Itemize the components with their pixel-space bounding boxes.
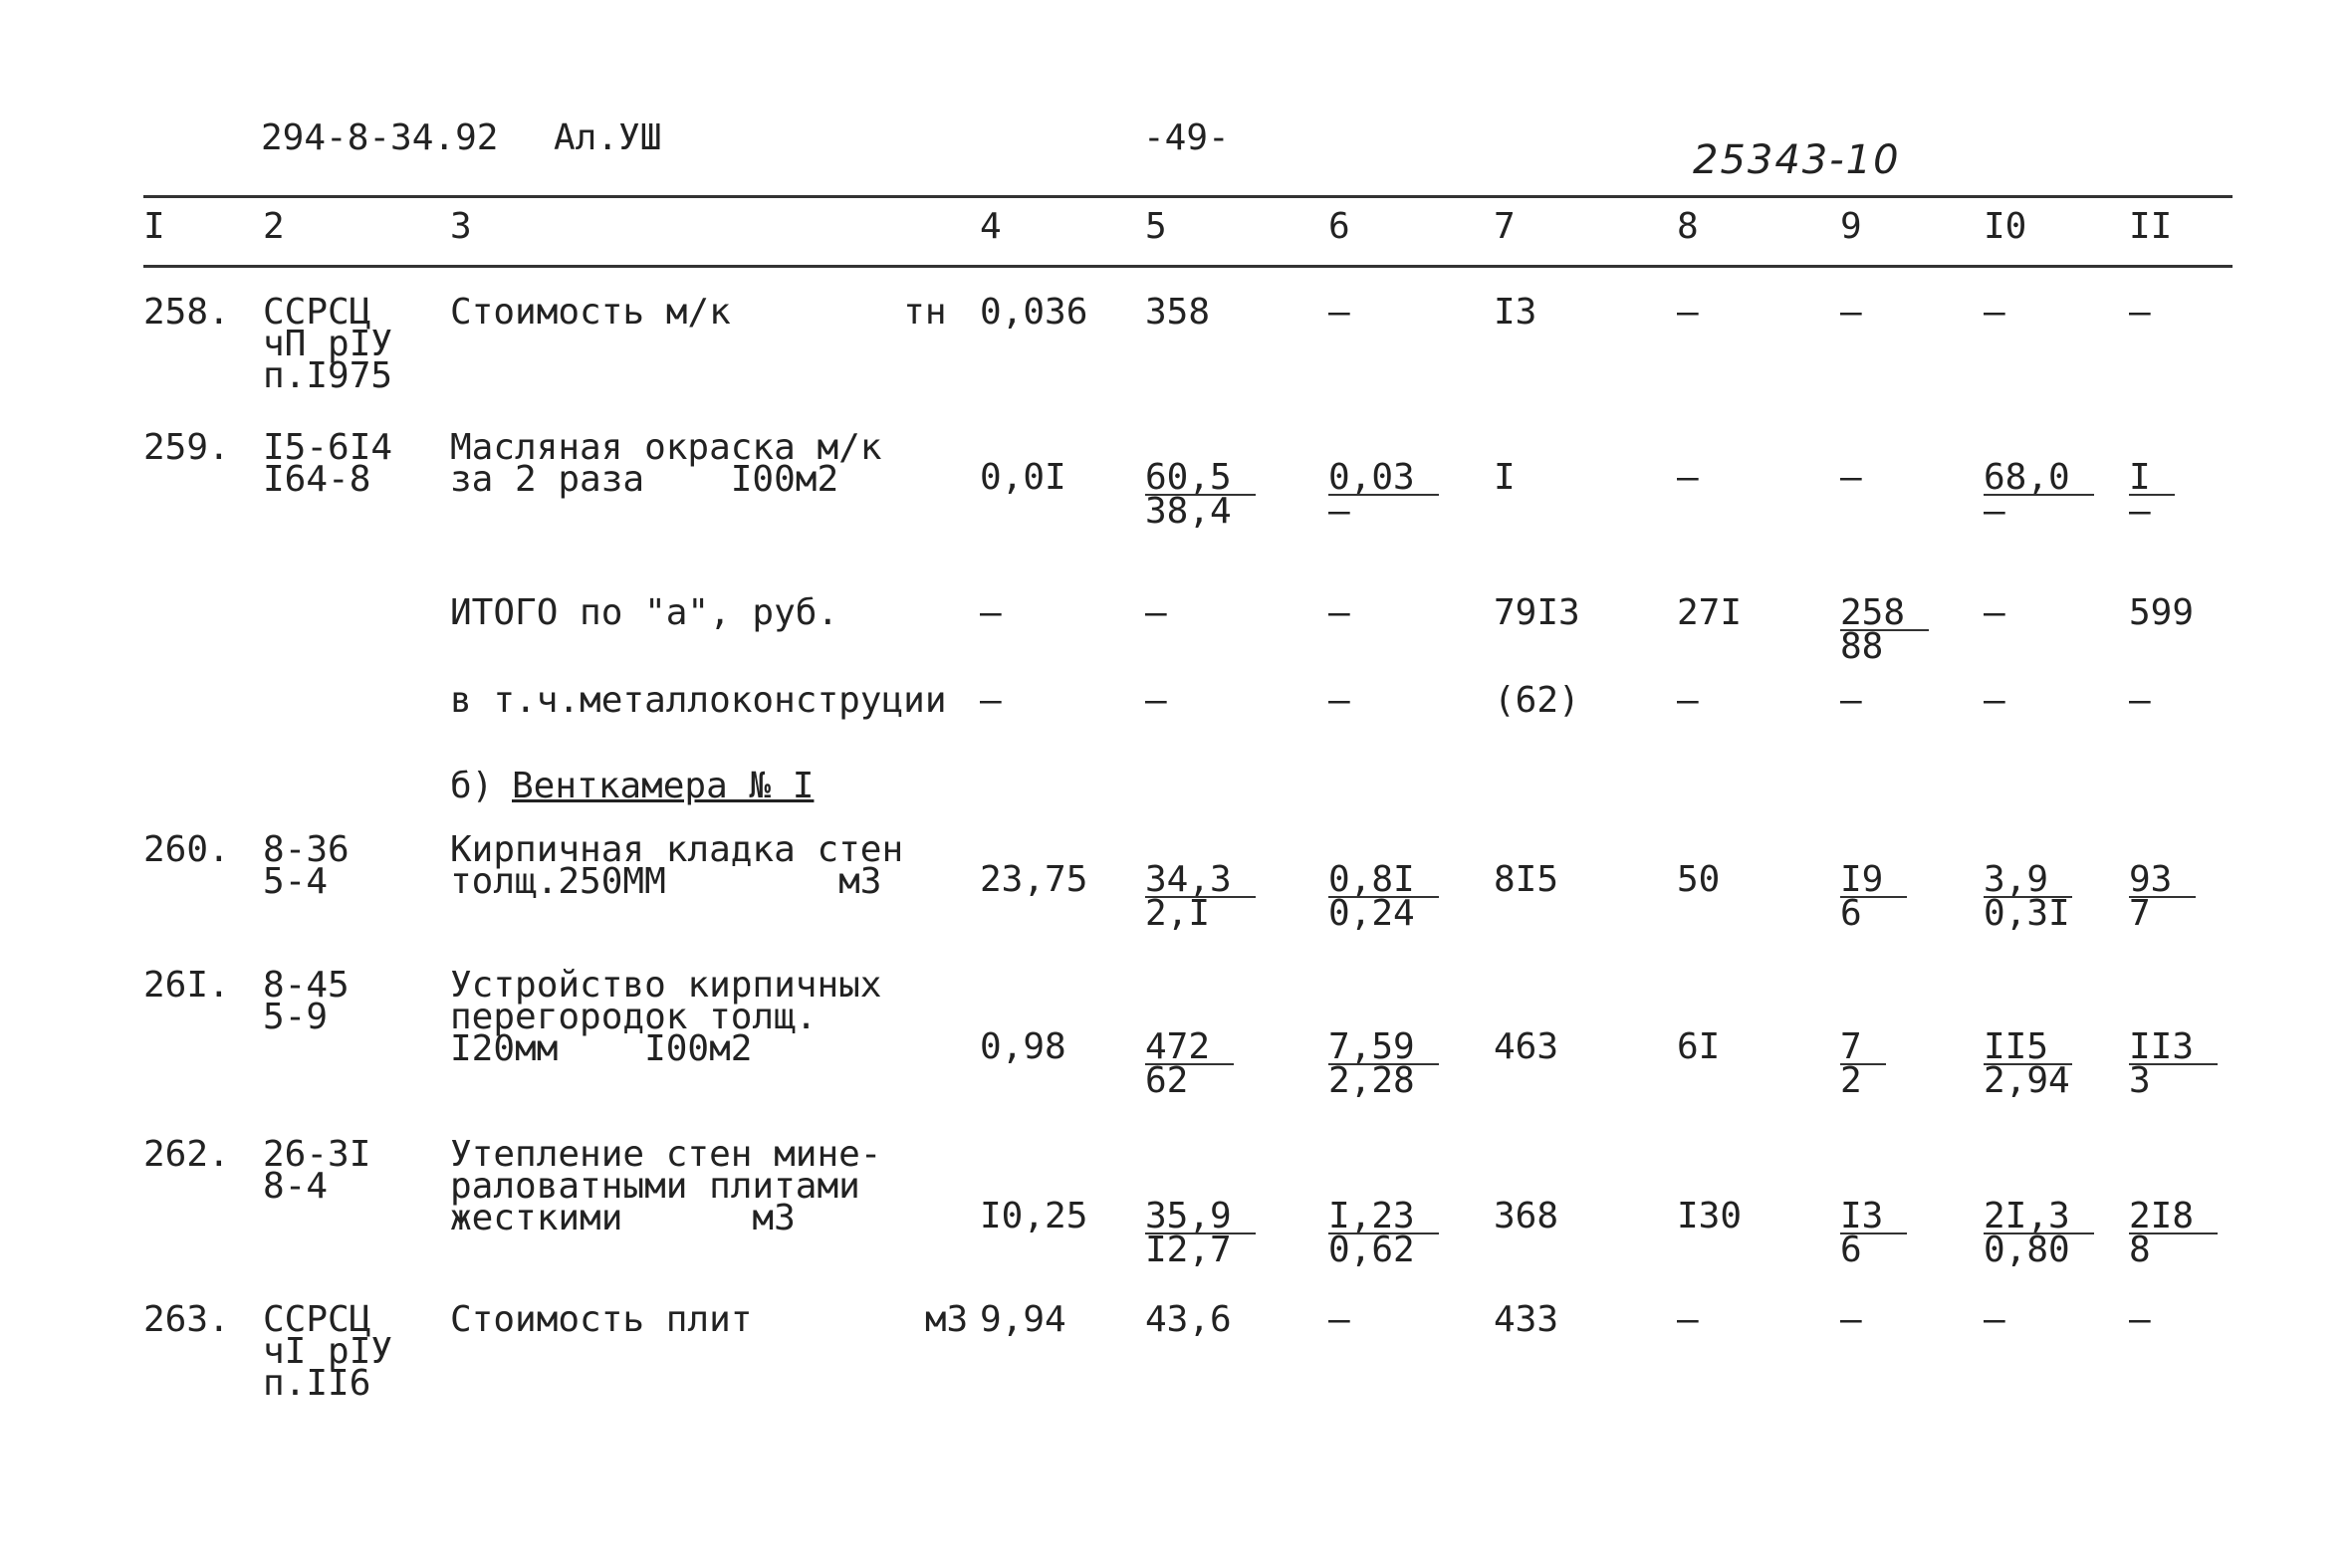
fraction-cell-col6 <box>1328 1196 1439 1270</box>
table-top-rule <box>143 195 2233 198</box>
fraction-cell-col9 <box>1840 1196 1907 1270</box>
value-cell-col8: – <box>1677 292 1699 333</box>
fraction-denominator: 62 <box>1145 1060 1189 1101</box>
value-cell-col7: I3 <box>1494 292 1537 333</box>
row-description-line: Масляная окраска м/к <box>450 427 882 468</box>
fraction-numerator: 7,59 <box>1328 1031 1439 1065</box>
value-cell-col10: – <box>1984 680 2005 721</box>
value-cell-col7: 368 <box>1494 1196 1559 1236</box>
column-header-6: 6 <box>1328 206 1350 247</box>
column-header-5: 5 <box>1145 206 1167 247</box>
row-description-line: ИТОГО по "а", руб. <box>450 592 839 633</box>
fraction-denominator: 0,24 <box>1328 893 1415 934</box>
fraction-denominator: 2,94 <box>1984 1060 2070 1101</box>
fraction-cell-col10 <box>1984 1196 2094 1270</box>
value-cell-col9: – <box>1840 292 1862 333</box>
value-cell-col8: – <box>1677 680 1699 721</box>
fraction-numerator: 0,03 <box>1328 462 1439 496</box>
row-description-line: I20мм I00м2 <box>450 1028 753 1069</box>
value-cell-col8: – <box>1677 457 1699 498</box>
fraction-denominator: – <box>1984 491 2005 532</box>
row-code-line: чI рIУ <box>263 1331 393 1372</box>
fraction-denominator: 6 <box>1840 893 1862 934</box>
fraction-numerator: 93 <box>2129 864 2196 898</box>
fraction-cell-col6 <box>1328 859 1439 934</box>
fraction-numerator: I,23 <box>1328 1201 1439 1234</box>
fraction-numerator: 35,9 <box>1145 1201 1256 1234</box>
row-code-line: 8-45 <box>263 965 350 1006</box>
value-cell-col4: 0,98 <box>980 1026 1066 1067</box>
fraction-denominator: I2,7 <box>1145 1230 1232 1270</box>
value-cell-col4: – <box>980 592 1002 633</box>
fraction-cell-col9 <box>1840 592 1929 667</box>
row-description-line: Кирпичная кладка стен <box>450 829 904 870</box>
value-cell-col7: (62) <box>1494 680 1580 721</box>
section-title: Венткамера № I <box>512 766 815 806</box>
value-cell-col5: 358 <box>1145 292 1211 333</box>
row-code-line: п.I975 <box>263 355 393 396</box>
value-cell-col9: – <box>1840 1299 1862 1340</box>
column-header-3: 3 <box>450 206 472 247</box>
value-cell-col4: 0,0I <box>980 457 1066 498</box>
row-number: 260. <box>143 829 230 870</box>
table-header-rule <box>143 265 2233 268</box>
fraction-cell-col10 <box>1984 859 2072 934</box>
value-cell-col4: – <box>980 680 1002 721</box>
value-cell-col5: 43,6 <box>1145 1299 1232 1340</box>
value-cell-col4: 9,94 <box>980 1299 1066 1340</box>
row-description-line: Устройство кирпичных <box>450 965 882 1006</box>
fraction-denominator: 0,62 <box>1328 1230 1415 1270</box>
fraction-cell-col11 <box>2129 859 2196 934</box>
fraction-numerator: I9 <box>1840 864 1907 898</box>
document-code: 294-8-34.92 <box>261 117 499 158</box>
fraction-numerator: II3 <box>2129 1031 2218 1065</box>
value-cell-col5: – <box>1145 680 1167 721</box>
fraction-numerator: 7 <box>1840 1031 1886 1065</box>
handwritten-number: 25343-10 <box>1693 137 1901 183</box>
fraction-cell-col5 <box>1145 859 1256 934</box>
fraction-denominator: 2 <box>1840 1060 1862 1101</box>
fraction-cell-col9 <box>1840 859 1907 934</box>
fraction-numerator: 34,3 <box>1145 864 1256 898</box>
fraction-denominator: – <box>1328 491 1350 532</box>
fraction-numerator: 60,5 <box>1145 462 1256 496</box>
row-code-line: I64-8 <box>263 459 371 500</box>
value-cell-col4: 0,036 <box>980 292 1088 333</box>
row-description-line: Стоимость м/к тн <box>450 292 947 333</box>
row-description-line: толщ.250ММ м3 <box>450 861 882 902</box>
row-description-line: за 2 раза I00м2 <box>450 459 839 500</box>
row-code-line: 5-9 <box>263 997 329 1037</box>
fraction-numerator: 2I8 <box>2129 1201 2218 1234</box>
fraction-denominator: 8 <box>2129 1230 2151 1270</box>
row-code-line: 8-4 <box>263 1166 329 1207</box>
section-prefix: б) <box>450 766 494 806</box>
value-cell-col7: 433 <box>1494 1299 1559 1340</box>
value-cell-col5: – <box>1145 592 1167 633</box>
row-code-line: I5-6I4 <box>263 427 393 468</box>
fraction-numerator: I <box>2129 462 2175 496</box>
value-cell-col7: 463 <box>1494 1026 1559 1067</box>
value-cell-col8: 27I <box>1677 592 1743 633</box>
fraction-denominator: – <box>2129 491 2151 532</box>
fraction-denominator: 6 <box>1840 1230 1862 1270</box>
row-code-line: п.II6 <box>263 1363 371 1404</box>
row-number: 259. <box>143 427 230 468</box>
value-cell-col8: 6I <box>1677 1026 1721 1067</box>
fraction-cell-col10 <box>1984 457 2094 532</box>
page-number: -49- <box>1143 117 1230 158</box>
column-header-11: II <box>2129 206 2173 247</box>
column-header-8: 8 <box>1677 206 1699 247</box>
fraction-numerator: 472 <box>1145 1031 1234 1065</box>
fraction-cell-col5 <box>1145 1196 1256 1270</box>
fraction-numerator: 0,8I <box>1328 864 1439 898</box>
fraction-numerator: 68,0 <box>1984 462 2094 496</box>
value-cell-col11: 599 <box>2129 592 2195 633</box>
column-header-2: 2 <box>263 206 285 247</box>
value-cell-col8: I30 <box>1677 1196 1743 1236</box>
value-cell-col9: – <box>1840 680 1862 721</box>
value-cell-col10: – <box>1984 292 2005 333</box>
fraction-cell-col6 <box>1328 1026 1439 1101</box>
fraction-denominator: 0,3I <box>1984 893 2070 934</box>
value-cell-col6: – <box>1328 592 1350 633</box>
fraction-cell-col5 <box>1145 457 1256 532</box>
value-cell-col6: – <box>1328 1299 1350 1340</box>
fraction-denominator: 3 <box>2129 1060 2151 1101</box>
value-cell-col11: – <box>2129 1299 2151 1340</box>
row-code-line: ССРСЦ <box>263 1299 371 1340</box>
album-reference: Ал.УШ <box>554 117 662 158</box>
fraction-cell-col11 <box>2129 1196 2218 1270</box>
row-code-line: 5-4 <box>263 861 329 902</box>
row-description-line: раловатными плитами <box>450 1166 860 1207</box>
fraction-numerator: 2I,3 <box>1984 1201 2094 1234</box>
row-code-line: ССРСЦ <box>263 292 371 333</box>
row-number: 262. <box>143 1134 230 1175</box>
fraction-denominator: 0,80 <box>1984 1230 2070 1270</box>
value-cell-col6: – <box>1328 292 1350 333</box>
fraction-numerator: II5 <box>1984 1031 2072 1065</box>
row-number: 258. <box>143 292 230 333</box>
column-header-9: 9 <box>1840 206 1862 247</box>
value-cell-col8: – <box>1677 1299 1699 1340</box>
column-header-1: I <box>143 206 165 247</box>
fraction-cell-col11 <box>2129 1026 2218 1101</box>
fraction-numerator: 3,9 <box>1984 864 2072 898</box>
column-header-10: I0 <box>1984 206 2027 247</box>
fraction-cell-col5 <box>1145 1026 1234 1101</box>
value-cell-col10: – <box>1984 1299 2005 1340</box>
row-description-line: в т.ч.металлоконструции <box>450 680 947 721</box>
value-cell-col4: I0,25 <box>980 1196 1088 1236</box>
value-cell-col10: – <box>1984 592 2005 633</box>
value-cell-col8: 50 <box>1677 859 1721 900</box>
value-cell-col11: – <box>2129 680 2151 721</box>
column-header-4: 4 <box>980 206 1002 247</box>
row-description-line: Стоимость плит м3 <box>450 1299 969 1340</box>
fraction-cell-col9 <box>1840 1026 1886 1101</box>
fraction-denominator: 2,I <box>1145 893 1211 934</box>
row-description-line: жесткими м3 <box>450 1198 796 1238</box>
fraction-cell-col10 <box>1984 1026 2072 1101</box>
value-cell-col6: – <box>1328 680 1350 721</box>
row-description-line: перегородок толщ. <box>450 997 818 1037</box>
value-cell-col7: I <box>1494 457 1516 498</box>
fraction-cell-col6 <box>1328 457 1439 532</box>
row-code-line: чП рIУ <box>263 324 393 364</box>
fraction-numerator: 258 <box>1840 597 1929 631</box>
row-number: 263. <box>143 1299 230 1340</box>
row-code-line: 26-3I <box>263 1134 371 1175</box>
value-cell-col4: 23,75 <box>980 859 1088 900</box>
fraction-denominator: 7 <box>2129 893 2151 934</box>
fraction-denominator: 88 <box>1840 626 1884 667</box>
fraction-cell-col11 <box>2129 457 2175 532</box>
row-code-line: 8-36 <box>263 829 350 870</box>
row-number: 26I. <box>143 965 230 1006</box>
value-cell-col11: – <box>2129 292 2151 333</box>
value-cell-col7: 8I5 <box>1494 859 1559 900</box>
value-cell-col7: 79I3 <box>1494 592 1580 633</box>
column-header-7: 7 <box>1494 206 1516 247</box>
fraction-denominator: 2,28 <box>1328 1060 1415 1101</box>
row-description-line: Утепление стен мине- <box>450 1134 882 1175</box>
value-cell-col9: – <box>1840 457 1862 498</box>
fraction-denominator: 38,4 <box>1145 491 1232 532</box>
fraction-numerator: I3 <box>1840 1201 1907 1234</box>
